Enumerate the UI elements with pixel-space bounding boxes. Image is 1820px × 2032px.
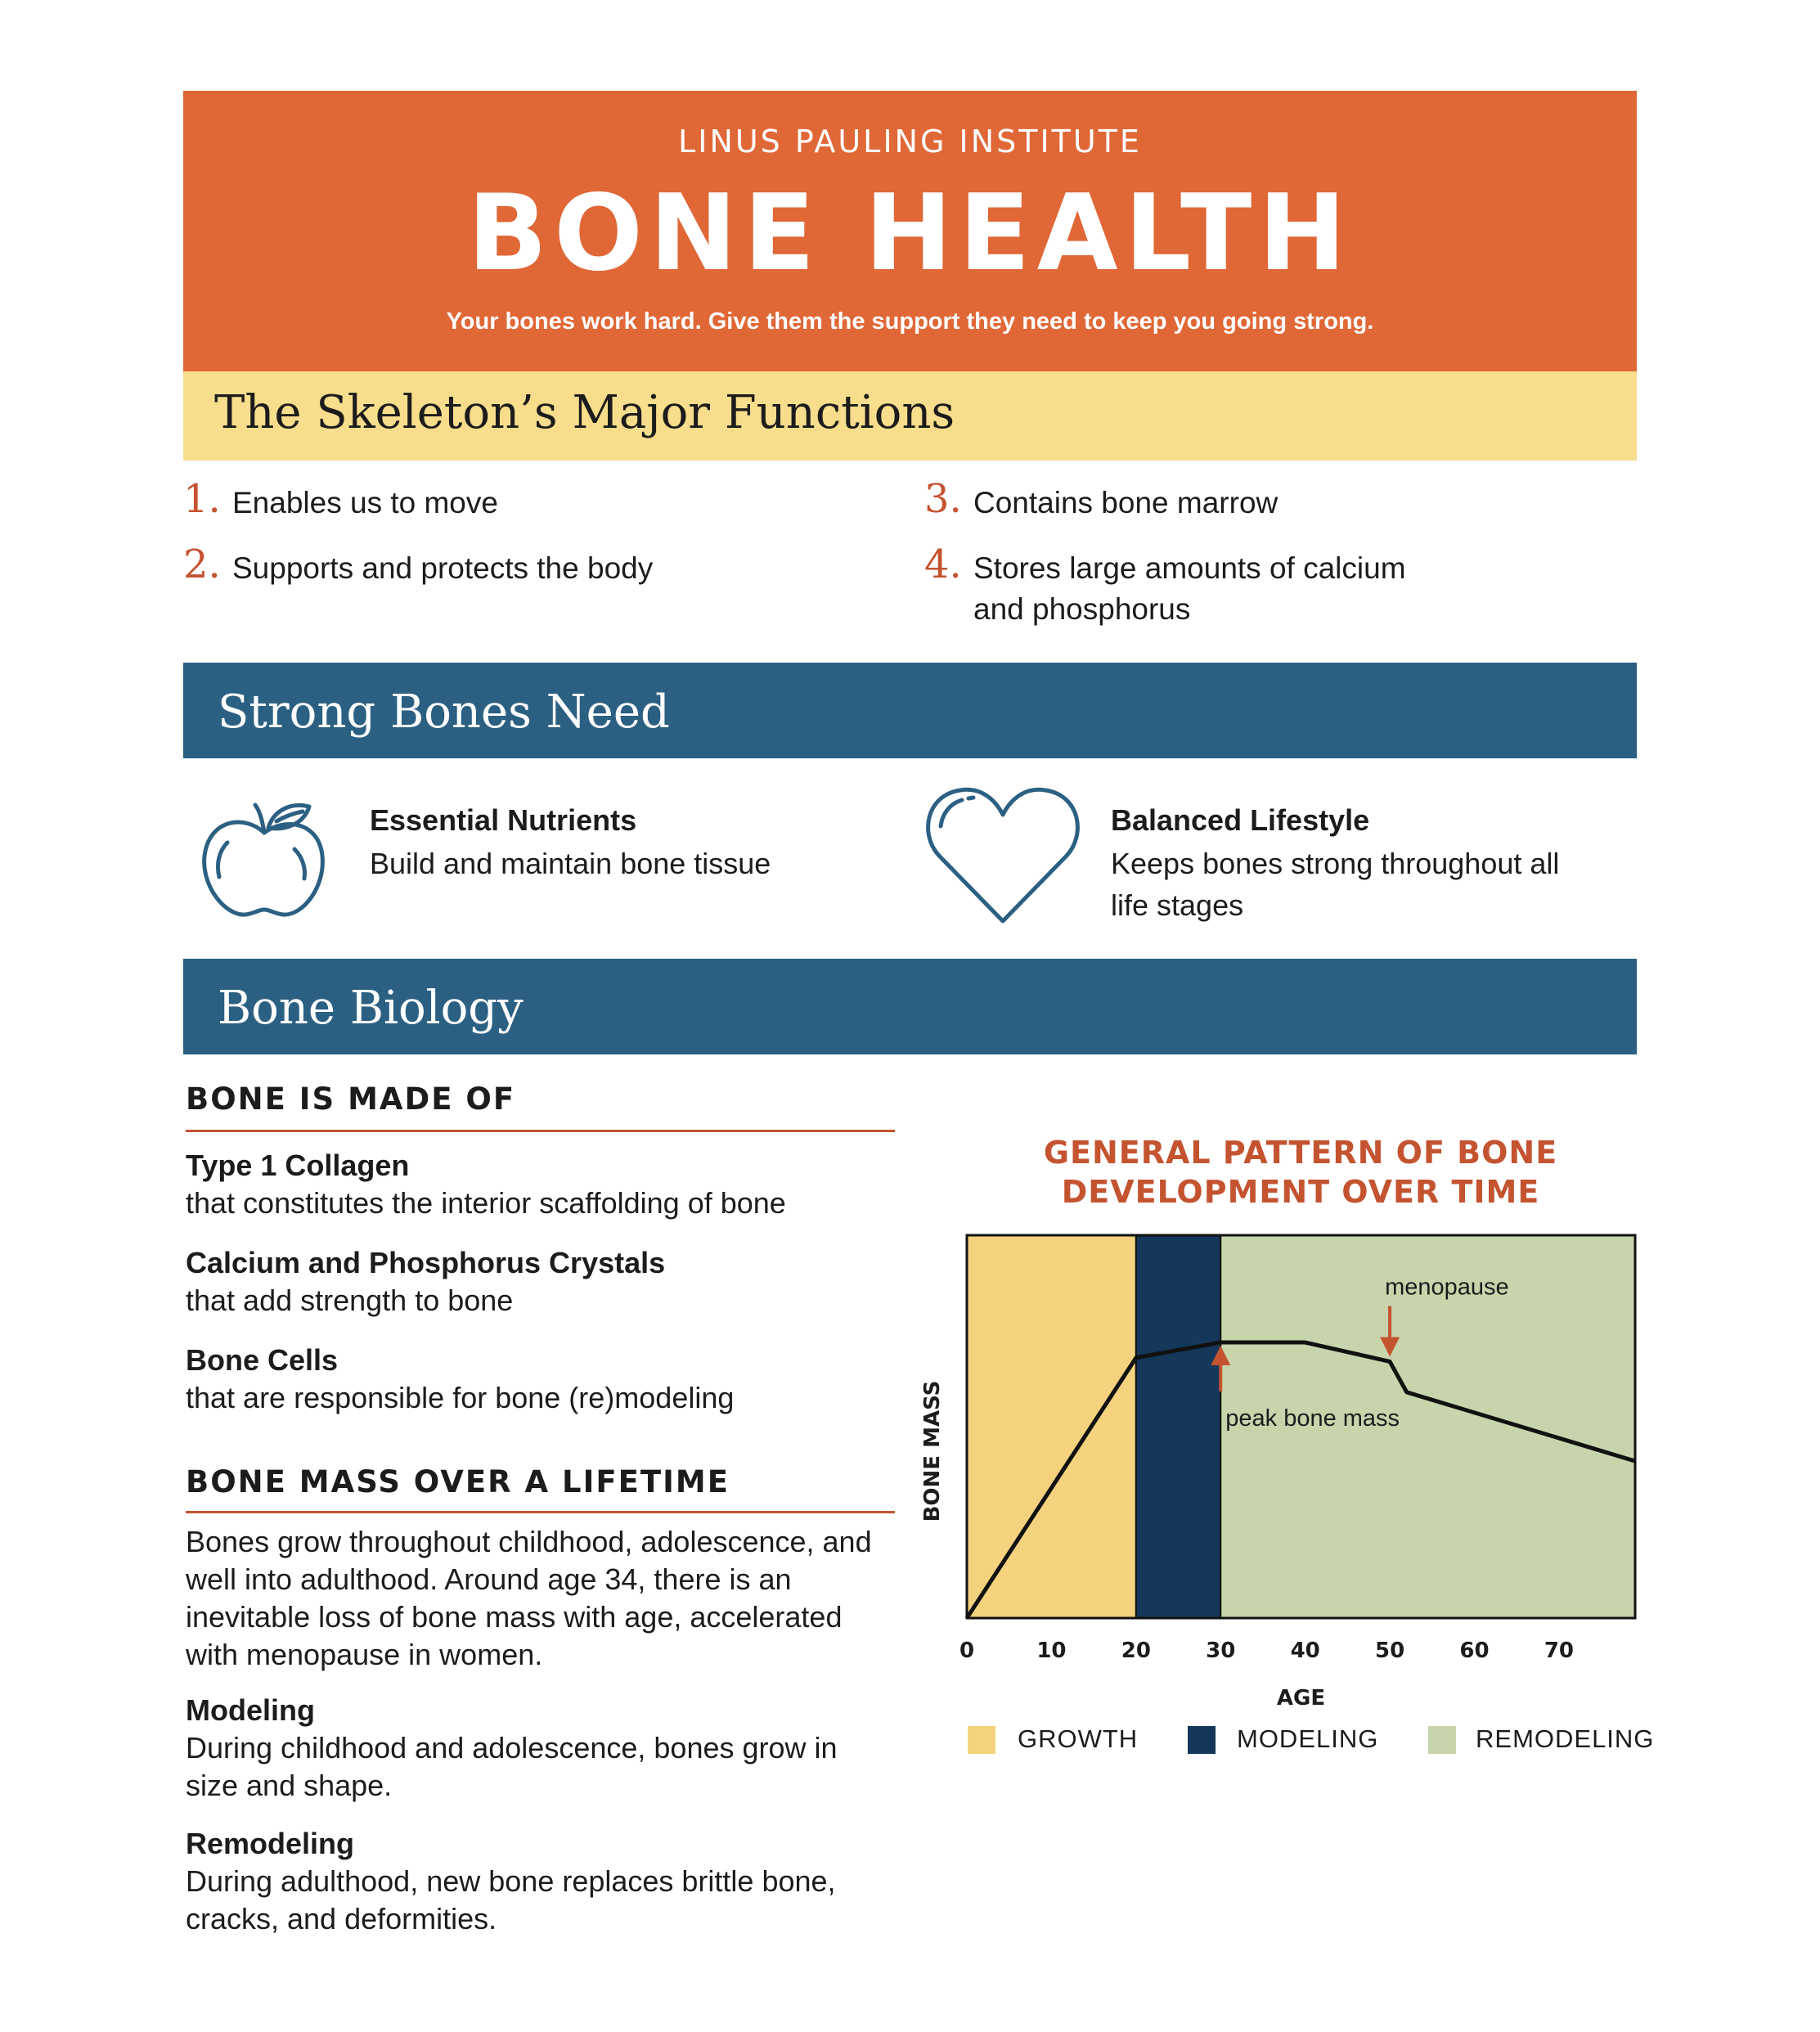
region-growth: [967, 1235, 1136, 1618]
legend-swatch-modeling: [1188, 1726, 1216, 1754]
biology-band: [183, 959, 1637, 1054]
need-text: Keeps bones strong throughout all life stages: [1111, 847, 1560, 922]
made-of-item-text: that constitutes the interior scaffolding of bone: [186, 1186, 786, 1220]
made-of-item-text: that are responsible for bone (re)modeling: [186, 1381, 735, 1414]
made-of-item-text: that add strength to bone: [186, 1283, 514, 1317]
page-title: BONE HEALTH: [467, 173, 1353, 294]
made-of-item-title: Bone Cells: [186, 1343, 339, 1377]
lifetime-item-text: During childhood and adolescence, bones grow in size and shape.: [186, 1731, 838, 1802]
legend-label: MODELING: [1237, 1724, 1379, 1753]
x-tick-label: 10: [1036, 1639, 1067, 1663]
need-title: Essential Nutrients: [370, 803, 637, 837]
function-text: Contains bone marrow: [973, 486, 1278, 519]
bone-mass-chart: [900, 1211, 1652, 1718]
heart-icon: [923, 784, 1083, 929]
peak-bone-mass-label: peak bone mass: [1225, 1405, 1400, 1432]
org-name: LINUS PAULING INSTITUTE: [678, 124, 1142, 160]
needs-title: Strong Bones Need: [218, 686, 670, 739]
lifetime-heading: BONE MASS OVER A LIFETIME: [186, 1464, 730, 1499]
divider: [186, 1511, 895, 1513]
lifetime-intro: Bones grow throughout childhood, adolescence, and well into adulthood. Around age 34, there is an inevitable loss of bone mass with age, accelerated with menopause in women.: [186, 1525, 872, 1671]
menopause-label: menopause: [1385, 1274, 1509, 1301]
y-axis-label: BONE MASS: [920, 1380, 945, 1522]
legend-swatch-growth: [968, 1726, 995, 1754]
functions-band: [183, 371, 1637, 461]
lifetime-item-title: Remodeling: [186, 1827, 355, 1860]
x-tick-label: 0: [959, 1639, 975, 1663]
needs-band: [183, 663, 1637, 758]
function-number: 4.: [924, 542, 962, 587]
x-tick-label: 20: [1121, 1639, 1151, 1663]
x-axis-label: AGE: [1276, 1686, 1326, 1711]
divider: [186, 1130, 895, 1132]
function-number: 1.: [183, 476, 221, 522]
region-modeling: [1136, 1235, 1220, 1618]
lifetime-item-title: Modeling: [186, 1693, 315, 1727]
function-text: Enables us to move: [232, 486, 498, 519]
function-text: Stores large amounts of calcium and phosphorus: [973, 551, 1406, 626]
x-tick-label: 30: [1206, 1639, 1236, 1663]
x-tick-label: 50: [1374, 1639, 1405, 1663]
made-of-item-title: Calcium and Phosphorus Crystals: [186, 1246, 666, 1279]
chart-title: GENERAL PATTERN OF BONE DEVELOPMENT OVER TIME: [1043, 1135, 1558, 1210]
x-tick-label: 70: [1544, 1639, 1575, 1663]
x-tick-label: 40: [1290, 1639, 1320, 1663]
function-text: Supports and protects the body: [232, 551, 654, 585]
function-number: 2.: [183, 542, 221, 587]
made-of-heading: BONE IS MADE OF: [186, 1081, 516, 1117]
tagline: Your bones work hard. Give them the support they need to keep you going strong.: [446, 308, 1374, 335]
legend-swatch-remodeling: [1428, 1726, 1456, 1754]
apple-icon: [195, 785, 334, 928]
function-number: 3.: [924, 476, 962, 522]
x-tick-label: 60: [1459, 1639, 1490, 1663]
made-of-item-title: Type 1 Collagen: [186, 1149, 410, 1182]
need-title: Balanced Lifestyle: [1111, 803, 1370, 837]
lifetime-item-text: During adulthood, new bone replaces brittle bone, cracks, and deformities.: [186, 1864, 836, 1935]
need-text: Build and maintain bone tissue: [370, 847, 771, 880]
legend-label: GROWTH: [1018, 1724, 1139, 1753]
header-banner: [183, 91, 1637, 371]
legend-label: REMODELING: [1476, 1724, 1655, 1753]
biology-title: Bone Biology: [218, 982, 524, 1035]
functions-title: The Skeleton’s Major Functions: [214, 386, 955, 439]
